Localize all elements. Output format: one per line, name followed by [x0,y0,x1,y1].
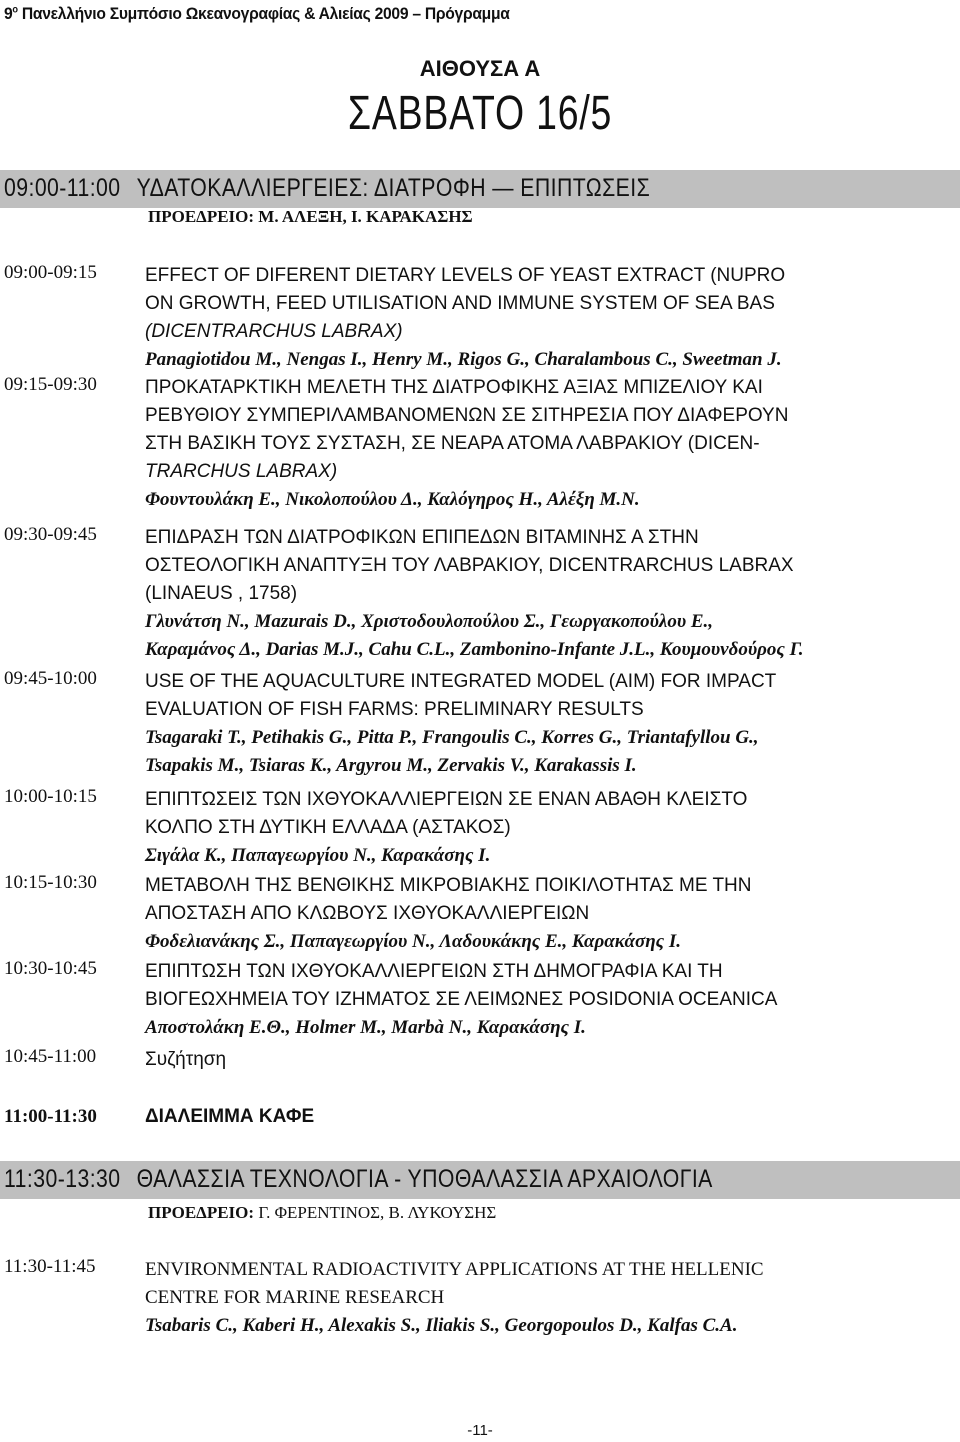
talk-title-line: ΟΣΤΕΟΛΟΓΙΚΗ ΑΝΑΠΤΥΞΗ ΤΟΥ ΛΑΒΡΑΚΙΟΥ, DICENTRARCHUS LABRAX [145,555,794,576]
session-time: 09:00-11:00 [4,174,121,202]
discussion-label: Συζήτηση [145,1049,227,1070]
talk-authors: Φοδελιανάκης Σ., Παπαγεωργίου Ν., Λαδουκάκης Ε., Καρακάσης Ι. [145,931,682,952]
talk-title-line: (DICENTRARCHUS LABRAX) [145,321,403,342]
session-band [0,170,960,208]
talk-time: 11:30-11:45 [4,1256,96,1277]
talk-authors: Tsagaraki T., Petihakis G., Pitta P., Frangoulis C., Korres G., Triantafyllou G., [145,727,759,748]
talk-time: 09:45-10:00 [4,668,97,689]
session-chairs [148,1203,496,1223]
talk-title-line: ΕΠΙΠΤΩΣΕΙΣ ΤΩΝ ΙΧΘΥΟΚΑΛΛΙΕΡΓΕΙΩΝ ΣΕ ΕΝΑΝ ΑΒΑΘΗ ΚΛΕΙΣΤΟ [145,789,748,810]
talk-title-line: TRARCHUS LABRAX) [145,461,338,482]
running-header: $9^o$ Πανελλήνιο Συμπόσιο Ωκεανογραφίας & Αλιείας 2009 – Πρόγραμμα [4,4,510,23]
day-title: ΣΑΒΒΑΤΟ 16/5 [347,87,613,140]
talk-authors: Tsapakis M., Tsiaras K., Argyrou M., Zervakis V., Karakassis I. [145,755,637,776]
talk-time: 09:00-09:15 [4,262,97,283]
page-number: -11- [467,1422,493,1439]
talk-time: 09:30-09:45 [4,524,97,545]
room-title: ΑΙΘΟΥΣΑ Α [419,56,541,81]
session-band [0,1161,960,1199]
session-title: ΘΑΛΑΣΣΙΑ ΤΕΧΝΟΛΟΓΙΑ - ΥΠΟΘΑΛΑΣΣΙΑ ΑΡΧΑΙΟΛΟΓΙΑ [136,1165,713,1193]
session-heading [4,1165,713,1194]
session-title: ΥΔΑΤΟΚΑΛΛΙΕΡΓΕΙΕΣ: ΔΙΑΤΡΟΦΗ — ΕΠΙΠΤΩΣΕΙΣ [136,174,651,202]
talk-title-line: ΜΕΤΑΒΟΛΗ ΤΗΣ ΒΕΝΘΙΚΗΣ ΜΙΚΡΟΒΙΑΚΗΣ ΠΟΙΚΙΛΟΤΗΤΑΣ ΜΕ ΤΗΝ [145,875,752,896]
talk-title-line [145,986,955,1014]
talk-title-line: EVALUATION OF FISH FARMS: PRELIMINARY RESULTS [145,699,644,720]
talk-title-line: ΠΡΟΚΑΤΑΡΚΤΙΚΗ ΜΕΛΕΤΗ ΤΗΣ ΔΙΑΤΡΟΦΙΚΗΣ ΑΞΙΑΣ ΜΠΙΖΕΛΙΟΥ ΚΑΙ [145,377,763,398]
talk-title-line: ΑΠΟΣΤΑΣΗ ΑΠΟ ΚΛΩΒΟΥΣ ΙΧΘΥΟΚΑΛΛΙΕΡΓΕΙΩΝ [145,903,590,924]
talk-authors: Καραμάνος Δ., Darias M.J., Cahu C.L., Zambonino-Infante J.L., Κουμουνδούρος Γ. [145,639,804,660]
talk-title-text: ΒΙΟΓΕΩΧΗΜΕΙΑ ΤΟΥ ΙΖΗΜΑΤΟΣ ΣΕ ΛΕΙΜΩΝΕΣ POSIDONIA OCEANICA [145,989,778,1010]
discussion-time: 10:45-11:00 [4,1046,97,1067]
talk-title-line: ENVIRONMENTAL RADIOACTIVITY APPLICATIONS AT THE HELLENIC [145,1259,764,1280]
talk-authors: Tsabaris C., Kaberi H., Alexakis S., Iliakis S., Georgopoulos D., Kalfas C.A. [145,1315,738,1336]
talk-title-line: ΕΠΙΔΡΑΣΗ ΤΩΝ ΔΙΑΤΡΟΦΙΚΩΝ ΕΠΙΠΕΔΩΝ ΒΙΤΑΜΙΝΗΣ Α ΣΤΗΝ [145,527,699,548]
talk-title-line: CENTRE FOR MARINE RESEARCH [145,1287,445,1308]
break-label: ΔΙΑΛΕΙΜΜΑ ΚΑΦΕ [145,1106,315,1127]
session-time: 11:30-13:30 [4,1165,121,1193]
talk-time: 10:15-10:30 [4,872,97,893]
talk-authors: Σιγάλα Κ., Παπαγεωργίου Ν., Καρακάσης Ι. [145,845,491,866]
talk-time: 09:15-09:30 [4,374,97,395]
talk-title-line: ΣΤΗ ΒΑΣΙΚΗ ΤΟΥΣ ΣΥΣΤΑΣΗ, ΣΕ ΝΕΑΡΑ ΑΤΟΜΑ ΛΑΒΡΑΚΙΟΥ (DICEN- [145,433,760,454]
talk-title-line: USE OF THE AQUACULTURE INTEGRATED MODEL (AIM) FOR IMPACT [145,671,777,692]
talk-time: 10:30-10:45 [4,958,97,979]
talk-title-line: EFFECT OF DIFERENT DIETARY LEVELS OF YEAST EXTRACT (NUPRO [145,265,786,286]
talk-authors: Γλυνάτση Ν., Mazurais D., Χριστοδουλοπούλου Σ., Γεωργακοπούλου Ε., [145,611,714,632]
session-heading [4,174,650,203]
talk-title-line: ΕΠΙΠΤΩΣΗ ΤΩΝ ΙΧΘΥΟΚΑΛΛΙΕΡΓΕΙΩΝ ΣΤΗ ΔΗΜΟΓΡΑΦΙΑ ΚΑΙ ΤΗ [145,961,723,982]
talk-title-line: ΡΕΒΥΘΙΟΥ ΣΥΜΠΕΡΙΛΑΜΒΑΝΟΜΕΝΩΝ ΣΕ ΣΙΤΗΡΕΣΙΑ ΠΟΥ ΔΙΑΦΕΡΟΥΝ [145,405,789,426]
talk-title-line: ON GROWTH, FEED UTILISATION AND IMMUNE SYSTEM OF SEA BAS [145,293,775,314]
chair-names: Γ. ΦΕΡΕΝΤΙΝΟΣ, Β. ΛΥΚΟΥΣΗΣ [254,1203,497,1222]
talk-authors: Panagiotidou M., Nengas I., Henry M., Rigos G., Charalambous C., Sweetman J. [145,349,782,370]
break-time: 11:00-11:30 [4,1106,97,1127]
talk-time: 10:00-10:15 [4,786,97,807]
chair-label: ΠΡΟΕΔΡΕΙΟ: [148,1203,255,1222]
talk-title-line: (LINAEUS , 1758) [145,583,298,604]
session-chairs: ΠΡΟΕΔΡΕΙΟ: Μ. ΑΛΕΞΗ, Ι. ΚΑΡΑΚΑΣΗΣ [148,207,473,226]
talk-title-line: ΚΟΛΠΟ ΣΤΗ ΔΥΤΙΚΗ ΕΛΛΑΔΑ (ΑΣΤΑΚΟΣ) [145,817,511,838]
talk-authors: Φουντουλάκη Ε., Νικολοπούλου Δ., Καλόγηρος Η., Αλέξη Μ.Ν. [145,489,640,510]
talk-authors: Αποστολάκη Ε.Θ., Holmer M., Marbà N., Καρακάσης Ι. [145,1017,586,1038]
